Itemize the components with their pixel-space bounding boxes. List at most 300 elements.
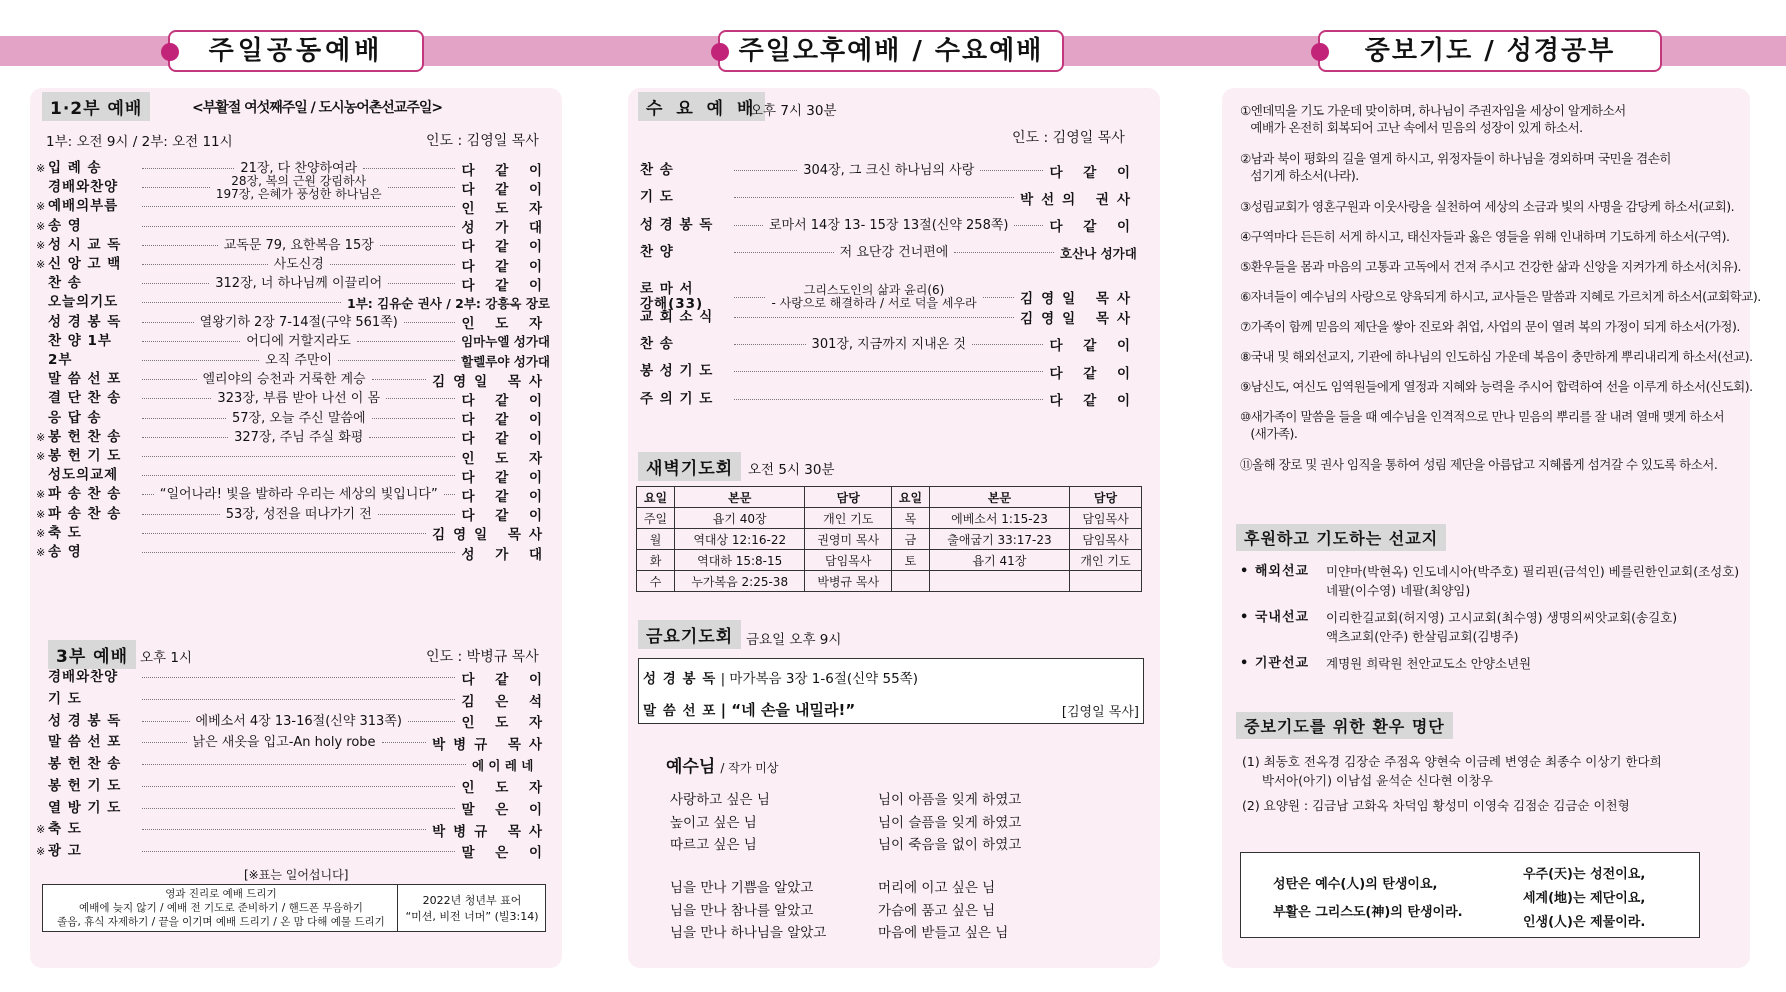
standing-mark: ※ xyxy=(36,162,46,176)
leader-dots xyxy=(142,851,455,852)
leader-dots xyxy=(357,341,455,342)
leader-dots xyxy=(142,533,426,534)
leader-dots xyxy=(142,437,228,438)
item-content: 로마서 14장 13- 15장 13절(신약 258쪽) xyxy=(768,217,1009,233)
leader-dots xyxy=(372,418,456,419)
prayer-item: ①엔데믹을 기도 가운데 맞이하며, 하나님이 주권자임을 세상이 알게하소서 예배가 온전히 회복되어 고난 속에서 믿음의 성장이 있게 하소서. xyxy=(1240,103,1626,135)
order-row xyxy=(640,213,1138,238)
item-leader: 다 같 이 xyxy=(1049,164,1138,181)
order-row xyxy=(36,798,550,818)
dawn-label: 새벽기도회 xyxy=(638,452,741,481)
item-label: 봉 헌 기 도 xyxy=(48,448,122,465)
poem-line: 님을 만나 참나를 알았고 xyxy=(670,902,814,919)
service12-label: 1·2부 예배 xyxy=(42,92,150,121)
prayer-item: ②남과 북이 평화의 길을 열게 하시고, 위정자들이 하나님을 경외하며 국민을 겸손히 섬기게 하소서(나라). xyxy=(1240,151,1671,183)
table-cell: 출애굽기 33:17-23 xyxy=(929,529,1069,550)
item-content: 교독문 79, 요한복음 15장 xyxy=(223,237,374,253)
item-content: 열왕기하 2장 7-14절(구약 561쪽) xyxy=(199,314,398,330)
item-label: 축 도 xyxy=(48,821,82,838)
leader-dots xyxy=(380,245,456,246)
item-leader: 인 도 자 xyxy=(461,450,550,467)
motto-box xyxy=(1240,852,1700,938)
poem-line: 마음에 받들고 싶은 님 xyxy=(878,925,1009,941)
poem-line: 사랑하고 싶은 님 xyxy=(670,792,770,808)
poem-line: 머리에 이고 싶은 님 xyxy=(878,880,996,896)
item-leader: 다 같 이 xyxy=(461,488,551,505)
item-leader: 호산나 성가대 xyxy=(1060,245,1137,261)
standing-mark: ※ xyxy=(36,219,46,233)
item-leader: 인 도 자 xyxy=(461,200,550,217)
item-label: 성 경 봉 독 xyxy=(48,712,122,729)
item-leader: 김영일 목사 xyxy=(432,527,550,544)
right-title: 중보기도 / 성경공부 xyxy=(1318,30,1662,72)
service3-time: 오후 1시 xyxy=(140,650,193,666)
prayer-item: ⑧국내 및 해외선교지, 기관에 하나님의 인도하심 가운데 복음이 충만하게 뿌리내리게 하소서(선교). xyxy=(1240,349,1753,364)
standing-mark: ※ xyxy=(36,200,46,214)
leader-dots xyxy=(444,494,456,495)
item-leader: 할렐루야 성가대 xyxy=(461,353,551,369)
order-row xyxy=(36,275,550,292)
order-row xyxy=(36,390,550,407)
fri-reading: 성 경 봉 독 | 마가복음 3장 1-6절(신약 55쪽) xyxy=(643,671,918,687)
item-label: 봉 헌 기 도 xyxy=(48,777,122,794)
fri-sermon: 말 씀 선 포 | “네 손을 내밀라!” xyxy=(643,701,856,719)
order-row xyxy=(36,237,550,254)
title-bullet-icon xyxy=(1311,43,1329,61)
order-row xyxy=(36,429,550,446)
prayer-item: ⑨남신도, 여신도 임역원들에게 열정과 지혜와 능력을 주시어 합력하여 선을 이루게 하소서(신도회). xyxy=(1240,379,1753,394)
dawn-time: 오전 5시 30분 xyxy=(748,462,835,478)
motto-a1: 성탄은 예수(人)의 탄생이요, xyxy=(1273,877,1438,892)
standing-mark: ※ xyxy=(36,450,46,464)
leader-dots xyxy=(142,786,455,787)
table-header xyxy=(637,487,1142,508)
item-content: 327장, 주님 주실 화평 xyxy=(234,429,364,445)
mission-label: 후원하고 기도하는 선교지 xyxy=(1236,524,1446,551)
leader-dots xyxy=(142,552,455,553)
item-leader: 다 같 이 xyxy=(461,431,550,448)
leader-dots xyxy=(142,187,210,188)
item-leader: 성 가 대 xyxy=(461,546,550,563)
order-row xyxy=(36,294,550,311)
item-label: 축 도 xyxy=(48,524,82,541)
item-leader: 다 같 이 xyxy=(1049,365,1138,382)
leader-dots xyxy=(980,170,1043,171)
item-leader: 다 같 이 xyxy=(461,671,550,688)
item-content: 에베소서 4장 13-16절(신약 313쪽) xyxy=(195,713,402,729)
standing-mark: ※ xyxy=(36,844,46,858)
fri-box xyxy=(638,658,1144,724)
poem-line: 님이 죽음을 없이 하였고 xyxy=(878,837,1022,853)
standing-mark: ※ xyxy=(36,258,46,272)
item-leader: 박병규 목사 xyxy=(432,823,550,840)
order-row xyxy=(36,256,550,273)
table-cell: 수 xyxy=(637,571,675,592)
leader-dots xyxy=(142,418,226,419)
item-content: 엘리야의 승천과 거룩한 계승 xyxy=(202,372,366,388)
order-row xyxy=(640,305,1138,330)
leader-dots xyxy=(734,170,797,171)
poem-line: 가슴에 품고 싶은 님 xyxy=(878,902,996,919)
item-leader: 다 같 이 xyxy=(461,392,551,409)
service12-time: 1부: 오전 9시 / 2부: 오전 11시 xyxy=(46,134,233,150)
leader-dots xyxy=(734,297,765,298)
item-leader: 임마누엘 성가대 xyxy=(461,334,550,350)
item-label: 기 도 xyxy=(640,189,674,206)
standing-mark: ※ xyxy=(36,488,46,502)
item-label: 경배와찬양 xyxy=(48,179,119,196)
item-content: 53장, 성전을 떠나가기 전 xyxy=(225,506,372,522)
poem-line: 님을 만나 기쁨을 알았고 xyxy=(670,880,814,896)
mid-title: 주일오후예배 / 수요예배 xyxy=(718,30,1064,72)
item-label: 주 의 기 도 xyxy=(640,390,714,407)
leader-dots xyxy=(142,341,240,342)
item-leader: 성 가 대 xyxy=(461,220,550,237)
item-label: 찬 송 xyxy=(640,162,674,179)
item-content: “일어나라! 빛을 발하라 우리는 세상의 빛입니다” xyxy=(159,487,438,503)
item-leader: 다 같 이 xyxy=(461,469,550,486)
item-label: 성 시 교 독 xyxy=(48,236,122,253)
sick-list-2: (2) 요양원 : 김금남 고화옥 차덕임 황성미 이영숙 김점순 김금순 이천형 xyxy=(1242,798,1630,813)
item-leader: 다 같 이 xyxy=(461,412,551,429)
leader-dots xyxy=(142,264,268,265)
order-row xyxy=(36,198,550,215)
leader-dots xyxy=(734,197,1014,198)
order-row xyxy=(36,668,550,688)
table-cell: 역대상 12:16-22 xyxy=(674,529,804,550)
table-cell xyxy=(1070,571,1142,592)
item-label: 송 영 xyxy=(48,544,82,561)
table-cell: 권영미 목사 xyxy=(805,529,892,550)
order-row xyxy=(36,842,550,862)
col-header: 본문 xyxy=(929,487,1069,508)
prayer-item: ⑥자녀들이 예수님의 사랑으로 양육되게 하시고, 교사들은 말씀과 지혜로 가르치게 하소서(교회학교). xyxy=(1240,289,1761,304)
mission-overseas: • 해외선교 xyxy=(1240,564,1310,579)
poem-line: 님을 만나 하나님을 알았고 xyxy=(670,925,827,941)
item-leader: 다 같 이 xyxy=(461,181,550,198)
order-row xyxy=(36,173,550,201)
table-row xyxy=(637,529,1142,550)
order-row xyxy=(36,448,550,465)
item-leader: 다 같 이 xyxy=(461,508,550,525)
leader-dots xyxy=(142,764,466,765)
footer-box xyxy=(42,884,546,932)
sick-list-1: (1) 최동호 전옥경 김장순 주점옥 양현숙 이금례 변영순 최종수 이상기 한다희 박서아(아기) 이남섭 윤석순 신다현 이창우 xyxy=(1242,754,1662,788)
table-cell: 누가복음 2:25-38 xyxy=(674,571,804,592)
order-row xyxy=(36,467,550,484)
order-row xyxy=(36,333,550,350)
item-content: 304장, 그 크신 하나님의 사랑 xyxy=(803,163,975,179)
col-header: 요일 xyxy=(637,487,675,508)
item-label: 성 경 봉 독 xyxy=(640,216,714,233)
leader-dots xyxy=(142,494,154,495)
order-row xyxy=(36,820,550,840)
item-leader: 다 같 이 xyxy=(1049,393,1138,410)
mission-overseas-list: 미얀마(박현옥) 인도네시아(박주호) 필리핀(금석인) 베를린한인교회(조성호) 네팔(이수영) 네팔(최양임) xyxy=(1326,564,1740,598)
leader-dots xyxy=(142,206,455,207)
table-cell: 욥기 41장 xyxy=(929,550,1069,571)
item-label: 파 송 찬 송 xyxy=(48,505,122,522)
prayer-item: ⑤환우들을 몸과 마음의 고통과 고독에서 건져 주시고 건강한 삶과 신앙을 지켜가게 하소서(치유). xyxy=(1240,259,1741,274)
leader-dots xyxy=(983,297,1014,298)
leader-dots xyxy=(142,677,455,678)
leader-dots xyxy=(142,514,220,515)
poem-line: 따르고 싶은 님 xyxy=(670,837,757,853)
col-header: 본문 xyxy=(674,487,804,508)
leader-dots xyxy=(142,456,455,457)
motto-b3: 인생(人)은 제물이라. xyxy=(1523,915,1646,930)
table-cell: 담임목사 xyxy=(1070,508,1142,529)
leader-dots xyxy=(369,437,455,438)
leader-dots xyxy=(142,245,218,246)
wed-label: 수 요 예 배 xyxy=(638,92,765,121)
mission-institution-list: 계명원 희락원 천안교도소 안양소년원 xyxy=(1326,656,1532,671)
order-row xyxy=(36,371,550,388)
motto-b1: 우주(天)는 성전이요, xyxy=(1523,867,1646,882)
leader-dots xyxy=(404,322,456,323)
item-leader: 인 도 자 xyxy=(461,715,551,732)
standing-note: [※표는 일어섭니다] xyxy=(244,868,349,882)
fri-label: 금요기도회 xyxy=(638,620,741,649)
fri-preacher: [김영일 목사] xyxy=(1061,705,1139,720)
item-leader: 다 같 이 xyxy=(461,258,551,275)
order-row xyxy=(36,777,550,797)
table-row xyxy=(637,508,1142,529)
prayer-item: ④구역마다 든든히 서게 하시고, 태신자들과 옳은 영들을 위해 인내하며 기도하게 하소서(구역). xyxy=(1240,229,1730,244)
fri-time: 금요일 오후 9시 xyxy=(746,632,842,648)
item-content: 57장, 오늘 주신 말씀에 xyxy=(231,410,366,426)
order-row xyxy=(36,218,550,235)
leader-dots xyxy=(388,187,456,188)
order-row xyxy=(640,386,1138,411)
item-leader: 김영일 목사 xyxy=(1020,291,1138,308)
leader-dots xyxy=(142,322,194,323)
leader-dots xyxy=(378,514,456,515)
order-row xyxy=(36,506,550,523)
leader-dots xyxy=(386,398,455,399)
dawn-schedule-table xyxy=(636,486,1142,592)
order-row xyxy=(36,410,550,427)
leader-dots xyxy=(142,398,211,399)
standing-mark: ※ xyxy=(36,430,46,444)
table-cell: 욥기 40장 xyxy=(674,508,804,529)
leader-dots xyxy=(734,317,1014,318)
item-label: 말 씀 선 포 xyxy=(48,734,122,751)
leader-dots xyxy=(142,302,341,303)
item-content: 어디에 거할지라도 xyxy=(246,333,351,349)
item-label: 결 단 찬 송 xyxy=(48,390,122,407)
item-label: 광 고 xyxy=(48,842,82,859)
worship-manner: 영과 진리로 예배 드리기 예배에 늦지 않기 / 예배 전 기도로 준비하기 / 핸드폰 무음하기 졸음, 휴식 자제하기 / 끝을 이기며 예배 드리기 / 온 맘 다해 예물 드리기 xyxy=(57,888,385,928)
leader-dots xyxy=(142,360,259,361)
item-leader: 다 같 이 xyxy=(461,162,551,179)
mission-domestic: • 국내선교 xyxy=(1240,610,1310,625)
service12-leader: 인도 : 김영일 목사 xyxy=(426,133,539,149)
leader-dots xyxy=(142,226,455,227)
item-leader: 1부: 김유순 권사 / 2부: 강흥옥 장로 xyxy=(347,295,550,311)
order-row xyxy=(36,690,550,710)
item-content: 21장, 다 찬양하여라 xyxy=(240,161,358,177)
item-leader: 박병규 목사 xyxy=(432,736,550,753)
order-row xyxy=(640,240,1138,265)
item-label: 봉 헌 찬 송 xyxy=(48,428,122,445)
leader-dots xyxy=(142,283,209,284)
leader-dots xyxy=(142,829,426,830)
order-row xyxy=(640,185,1138,210)
item-label: 예배의부름 xyxy=(48,198,119,215)
leader-dots xyxy=(372,379,427,380)
order-row xyxy=(36,733,550,753)
item-leader: 에 이 레 네 xyxy=(472,757,534,773)
table-cell: 목 xyxy=(891,508,929,529)
leader-dots xyxy=(330,264,456,265)
leader-dots xyxy=(363,168,455,169)
item-label: 봉 헌 찬 송 xyxy=(48,756,122,773)
item-content: 저 요단강 건너편에 xyxy=(839,245,949,261)
leader-dots xyxy=(734,252,834,253)
item-label: 입 례 송 xyxy=(48,160,102,177)
leader-dots xyxy=(142,168,234,169)
table-cell: 담임목사 xyxy=(805,550,892,571)
table-row xyxy=(637,550,1142,571)
standing-mark: ※ xyxy=(36,507,46,521)
item-leader: 말 은 이 xyxy=(461,845,550,862)
col-header: 담당 xyxy=(1070,487,1142,508)
item-leader: 김영일 목사 xyxy=(1020,311,1138,328)
table-cell: 개인 기도 xyxy=(805,508,892,529)
item-leader: 박선의 권사 xyxy=(1020,191,1138,208)
wed-leader: 인도 : 김영일 목사 xyxy=(1012,130,1125,146)
item-content: 낡은 새옷을 입고-An holy robe xyxy=(192,735,376,751)
wed-time: 오후 7시 30분 xyxy=(750,103,837,119)
item-leader: 다 같 이 xyxy=(1049,219,1138,236)
item-label: 성도의교제 xyxy=(48,467,119,484)
motto-a2: 부활은 그리스도(神)의 탄생이라. xyxy=(1273,905,1463,920)
item-content: 301장, 지금까지 지내온 것 xyxy=(811,336,966,352)
col-header: 요일 xyxy=(891,487,929,508)
title-bullet-icon xyxy=(711,43,729,61)
leader-dots xyxy=(142,475,455,476)
item-label: 찬 양 xyxy=(640,244,674,261)
item-leader: 다 같 이 xyxy=(461,277,550,294)
leader-dots xyxy=(954,252,1054,253)
item-leader: 말 은 이 xyxy=(461,802,550,819)
item-leader: 김영일 목사 xyxy=(432,373,550,390)
order-row xyxy=(36,486,550,503)
left-title: 주일공동예배 xyxy=(168,30,424,72)
leader-dots xyxy=(142,721,190,722)
table-cell: 역대하 15:8-15 xyxy=(674,550,804,571)
order-row xyxy=(36,314,550,331)
item-label: 로 마 서 강해(33) xyxy=(640,281,704,313)
title-bullet-icon xyxy=(161,43,179,61)
order-row xyxy=(640,332,1138,357)
poem-line: 님이 아픔을 잊게 하였고 xyxy=(878,792,1022,808)
item-label: 찬 송 xyxy=(640,335,674,352)
leader-dots xyxy=(382,742,427,743)
leader-dots xyxy=(142,699,455,700)
item-leader: 다 같 이 xyxy=(461,239,551,256)
table-cell xyxy=(891,571,929,592)
service3-label: 3부 예배 xyxy=(48,640,136,669)
table-cell: 박병규 목사 xyxy=(805,571,892,592)
item-leader: 다 같 이 xyxy=(1049,338,1138,355)
item-label: 봉 성 기 도 xyxy=(640,363,714,380)
item-label: 오늘의기도 xyxy=(48,294,119,311)
leader-dots xyxy=(1014,225,1043,226)
item-content: 323장, 부름 받아 나선 이 몸 xyxy=(217,391,381,407)
standing-mark: ※ xyxy=(36,546,46,560)
item-content: 28장, 복의 근원 강림하사 197장, 은혜가 풍성한 하나님은 xyxy=(215,173,382,201)
leader-dots xyxy=(142,379,197,380)
standing-mark: ※ xyxy=(36,238,46,252)
leader-dots xyxy=(972,344,1044,345)
item-label: 성 경 봉 독 xyxy=(48,313,122,330)
poem-title: 예수님 / 작가 미상 xyxy=(666,757,779,777)
order-row xyxy=(640,158,1138,183)
standing-mark: ※ xyxy=(36,526,46,540)
item-label: 신 앙 고 백 xyxy=(48,256,122,273)
leader-dots xyxy=(142,742,187,743)
prayer-item: ⑪올해 장로 및 권사 임직을 통하여 성림 제단을 아름답고 지혜롭게 섬겨갈 수 있도록 하소서. xyxy=(1240,457,1718,472)
item-label: 교 회 소 식 xyxy=(640,308,714,325)
mission-institution: • 기관선교 xyxy=(1240,656,1310,671)
item-content: 312장, 너 하나님께 이끌리어 xyxy=(215,276,383,292)
order-row xyxy=(36,525,550,542)
order-row xyxy=(36,544,550,561)
item-label: 2부 xyxy=(48,352,73,369)
leader-dots xyxy=(734,344,806,345)
item-label: 찬 양 1부 xyxy=(48,332,112,349)
order-row xyxy=(36,352,550,369)
motto-b2: 세계(地)는 제단이요, xyxy=(1523,891,1646,906)
item-content: 오직 주만이 xyxy=(265,353,333,369)
service12-theme: <부활절 여섯째주일 / 도시농어촌선교주일> xyxy=(192,100,443,116)
table-cell: 토 xyxy=(891,550,929,571)
mission-domestic-list: 이리한길교회(허지영) 고시교회(최수영) 생명의씨앗교회(송길호) 액츠교회(안주) 한살림교회(김병주) xyxy=(1326,610,1678,644)
col-header: 담당 xyxy=(805,487,892,508)
item-content: 그리스도인의 삶과 윤리(6) - 사랑으로 해결하라 / 서로 덕을 세우라 xyxy=(771,283,977,311)
leader-dots xyxy=(734,371,1043,372)
order-row xyxy=(640,359,1138,384)
item-label: 송 영 xyxy=(48,217,82,234)
item-leader: 인 도 자 xyxy=(461,316,550,333)
leader-dots xyxy=(734,399,1043,400)
table-cell: 월 xyxy=(637,529,675,550)
leader-dots xyxy=(734,225,763,226)
prayer-item: ③성림교회가 영혼구원과 이웃사랑을 실천하여 세상의 소금과 빛의 사명을 감당케 하소서(교회). xyxy=(1240,199,1735,214)
item-label: 기 도 xyxy=(48,691,82,708)
table-cell: 개인 기도 xyxy=(1070,550,1142,571)
table-cell: 금 xyxy=(891,529,929,550)
order-row xyxy=(36,755,550,775)
table-cell: 담임목사 xyxy=(1070,529,1142,550)
table-cell: 주일 xyxy=(637,508,675,529)
table-cell: 화 xyxy=(637,550,675,571)
prayer-item: ⑩새가족이 말씀을 들을 때 예수님을 인격적으로 만나 믿음의 뿌리를 잘 내려 열매 맺게 하소서 (새가족). xyxy=(1240,409,1725,441)
item-label: 파 송 찬 송 xyxy=(48,486,122,503)
item-label: 응 답 송 xyxy=(48,409,102,426)
item-content: 사도신경 xyxy=(273,257,324,273)
poem-line: 높이고 싶은 님 xyxy=(670,814,757,831)
leader-dots xyxy=(408,721,456,722)
item-label: 말 씀 선 포 xyxy=(48,371,122,388)
table-cell: 에베소서 1:15-23 xyxy=(929,508,1069,529)
item-label: 찬 송 xyxy=(48,275,82,292)
youth-motto: 2022년 청년부 표어 “미션, 비전 너머” (빌3:14) xyxy=(405,894,539,923)
prayer-item: ⑦가족이 함께 믿음의 제단을 쌓아 진로와 취업, 사업의 문이 열려 복의 가정이 되게 하소서(가정). xyxy=(1240,319,1740,334)
leader-dots xyxy=(338,360,455,361)
